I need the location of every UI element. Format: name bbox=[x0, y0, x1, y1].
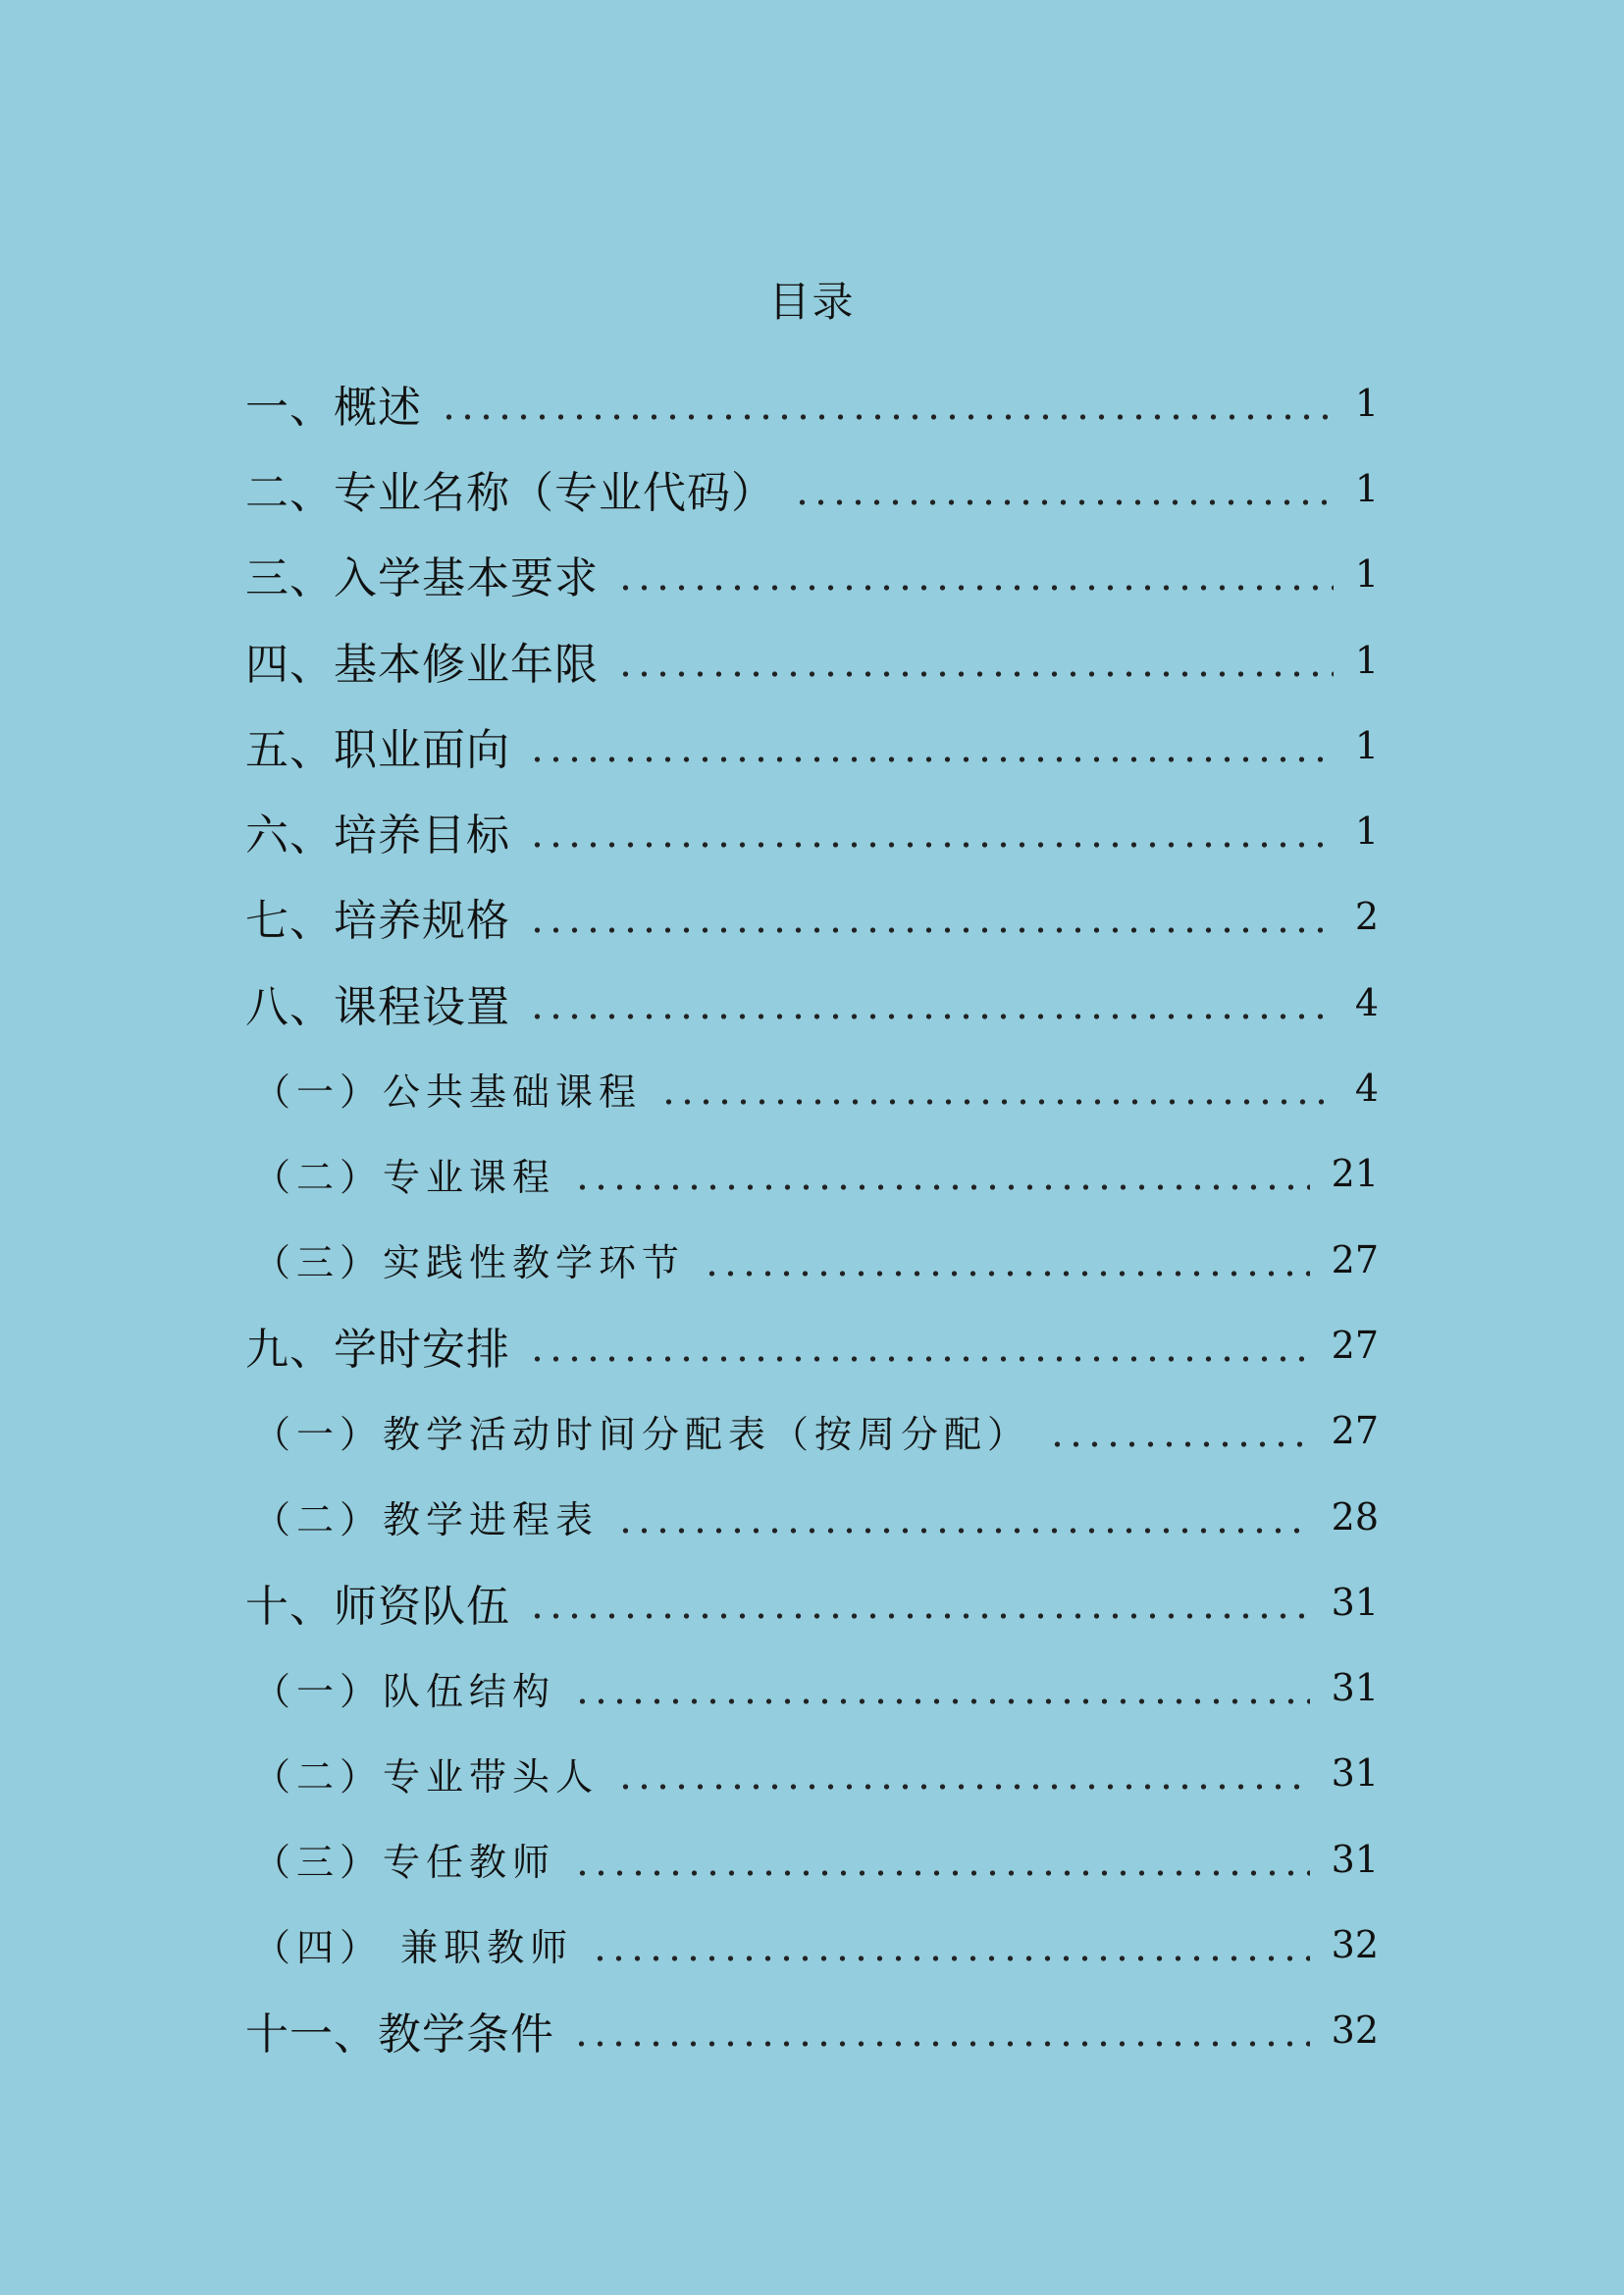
toc-page-number: 1 bbox=[1354, 638, 1379, 682]
dot-leader bbox=[1048, 1409, 1310, 1452]
toc-entry-label: （一）公共基础课程 bbox=[253, 1069, 643, 1114]
toc-entry-label: （一）教学活动时间分配表（按周分配） bbox=[253, 1412, 1031, 1456]
toc-entry[interactable] bbox=[245, 1302, 1379, 1387]
toc-subentry[interactable] bbox=[245, 1902, 1379, 1987]
dot-leader bbox=[528, 1581, 1310, 1624]
toc-page-number: 1 bbox=[1354, 723, 1379, 767]
toc-entry-label: 十、师资队伍 bbox=[245, 1581, 510, 1632]
dot-leader bbox=[528, 724, 1334, 767]
toc-subentry[interactable] bbox=[245, 1816, 1379, 1902]
toc-entry[interactable] bbox=[245, 532, 1379, 617]
toc-page-number: 1 bbox=[1354, 381, 1379, 425]
toc-subentry[interactable] bbox=[245, 1388, 1379, 1474]
toc-entry-label: 八、课程设置 bbox=[245, 981, 510, 1032]
toc-entry-label: 六、培养目标 bbox=[245, 810, 510, 861]
toc-subentry[interactable] bbox=[245, 1644, 1379, 1730]
toc-page-number: 32 bbox=[1331, 1922, 1379, 1966]
toc-entry-label: 五、职业面向 bbox=[245, 724, 510, 775]
toc-page-number: 27 bbox=[1331, 1409, 1379, 1453]
toc-entry[interactable] bbox=[245, 360, 1379, 445]
toc-entry-label: 一、概述 bbox=[245, 382, 422, 433]
dot-leader bbox=[572, 2008, 1310, 2052]
toc-subentry[interactable] bbox=[245, 1217, 1379, 1302]
toc-entry[interactable] bbox=[245, 788, 1379, 873]
dot-leader bbox=[573, 1838, 1310, 1881]
toc-title: 目录 bbox=[768, 278, 856, 326]
table-of-contents bbox=[245, 360, 1379, 2073]
toc-entry-label: （三）专任教师 bbox=[253, 1841, 556, 1885]
dot-leader bbox=[703, 1238, 1310, 1281]
dot-leader bbox=[528, 809, 1334, 853]
toc-page-number: 4 bbox=[1354, 980, 1379, 1024]
toc-entry[interactable] bbox=[245, 1559, 1379, 1644]
toc-page-number: 28 bbox=[1331, 1494, 1379, 1539]
toc-entry[interactable] bbox=[245, 1988, 1379, 2073]
toc-entry-label: （三）实践性教学环节 bbox=[253, 1241, 686, 1285]
toc-entry-label: 二、专业名称（专业代码） bbox=[245, 467, 775, 518]
toc-entry[interactable] bbox=[245, 960, 1379, 1045]
dot-leader bbox=[659, 1067, 1334, 1110]
toc-page-number: 21 bbox=[1331, 1152, 1379, 1196]
toc-entry-label: 三、入学基本要求 bbox=[245, 553, 599, 604]
toc-entry-label: （二）专业带头人 bbox=[253, 1754, 600, 1799]
dot-leader bbox=[616, 1495, 1310, 1539]
toc-subentry[interactable] bbox=[245, 1045, 1379, 1130]
toc-entry-label: （二）专业课程 bbox=[253, 1155, 556, 1199]
toc-page-number: 31 bbox=[1331, 1837, 1379, 1881]
dot-leader bbox=[793, 467, 1334, 510]
toc-page-number: 32 bbox=[1331, 2008, 1379, 2053]
toc-entry-label: （二）教学进程表 bbox=[253, 1498, 600, 1541]
toc-page-number: 31 bbox=[1331, 1580, 1379, 1624]
toc-page-number: 27 bbox=[1331, 1237, 1379, 1281]
toc-entry-label: 四、基本修业年限 bbox=[245, 639, 599, 690]
dot-leader bbox=[573, 1666, 1310, 1709]
toc-entry-label: 九、学时安排 bbox=[245, 1324, 510, 1375]
dot-leader bbox=[528, 1324, 1310, 1367]
toc-page-number: 1 bbox=[1354, 552, 1379, 597]
toc-entry-label: 十一、教学条件 bbox=[245, 2009, 554, 2060]
dot-leader bbox=[573, 1152, 1310, 1195]
toc-entry-label: （四） 兼职教师 bbox=[253, 1926, 574, 1970]
toc-page-number: 31 bbox=[1331, 1751, 1379, 1796]
toc-page-number: 1 bbox=[1354, 809, 1379, 854]
toc-subentry[interactable] bbox=[245, 1731, 1379, 1816]
toc-page-number: 4 bbox=[1354, 1067, 1379, 1111]
toc-page-number: 31 bbox=[1331, 1666, 1379, 1710]
dot-leader bbox=[616, 1751, 1310, 1795]
dot-leader bbox=[528, 981, 1334, 1024]
toc-entry[interactable] bbox=[245, 445, 1379, 531]
dot-leader bbox=[591, 1923, 1310, 1966]
dot-leader bbox=[528, 895, 1334, 938]
toc-entry[interactable] bbox=[245, 874, 1379, 960]
toc-page-number: 27 bbox=[1331, 1323, 1379, 1367]
dot-leader bbox=[440, 382, 1334, 425]
dot-leader bbox=[616, 552, 1334, 596]
toc-entry[interactable] bbox=[245, 617, 1379, 703]
toc-entry-label: （一）队伍结构 bbox=[253, 1669, 556, 1713]
dot-leader bbox=[616, 639, 1334, 682]
toc-page-number: 2 bbox=[1354, 895, 1379, 939]
toc-subentry[interactable] bbox=[245, 1474, 1379, 1559]
toc-subentry[interactable] bbox=[245, 1131, 1379, 1217]
toc-entry[interactable] bbox=[245, 703, 1379, 788]
toc-page-number: 1 bbox=[1354, 466, 1379, 510]
toc-entry-label: 七、培养规格 bbox=[245, 896, 510, 947]
